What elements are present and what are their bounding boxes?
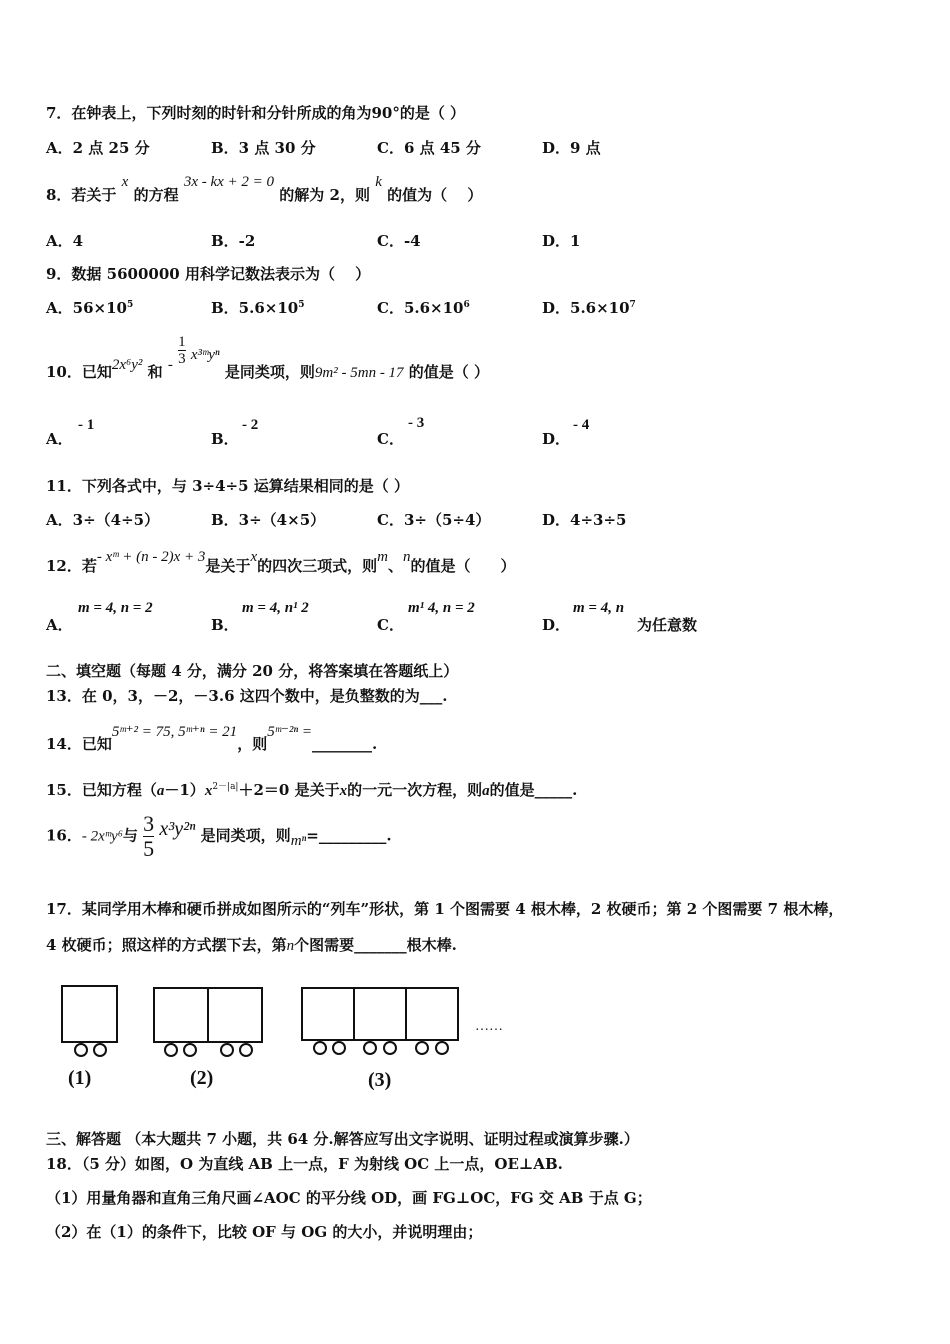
- q14-expr: 5ᵐ⁻²ⁿ =: [267, 724, 312, 740]
- q7-option-a: A．2 点 25 分: [46, 139, 150, 157]
- q9-option-a: A．$56\times 10^5$: [46, 299, 134, 317]
- q10-stem: 10．已知2x⁶y² 和 - $\frac{1}{3}$ x³ᵐyⁿ 是同类项，则9m² - 5mn - 17 的值是（ ）: [46, 334, 490, 381]
- var-x: x: [121, 174, 129, 190]
- q10-option-b-value: - 2: [242, 417, 259, 433]
- q7-stem: 7．在钟表上，下列时刻的时针和分针所成的角为90°的是（ ）: [46, 104, 466, 122]
- q15-stem: 15．已知方程$(a-1)x^{2-|a|}+2=0$ 是关于x的一元一次方程，则a的值是_____.: [46, 781, 578, 799]
- train-figure: [50, 980, 550, 1095]
- q10-option-c-value: - 3: [408, 415, 425, 431]
- q18-stem: 18．（5 分）如图，O 为直线 AB 上一点，F 为射线 OC 上一点，OE⊥AB.: [46, 1155, 563, 1173]
- q17-line1: 17．某同学用木棒和硬币拼成如图所示的“列车”形状，第 1 个图需要 4 根木棒，2 枚硬币；第 2 个图需要 7 根木棒，: [46, 900, 844, 918]
- q17-line2: 4 枚硬币；照这样的方式摆下去，第n个图需要_______根木棒.: [46, 936, 457, 954]
- q10-term1: 2x⁶y²: [111, 356, 143, 373]
- figure3-box: [406, 988, 458, 1040]
- section3-heading: 三、解答题 （本大题共 7 小题，共 64 分.解答应写出文字说明、证明过程或演算步骤.）: [46, 1130, 639, 1148]
- q8-option-a: A．4: [46, 232, 84, 250]
- coin: [333, 1042, 345, 1054]
- q12-option-d-value: m = 4, n: [573, 600, 625, 616]
- q7-option-b: B．3 点 30 分: [211, 139, 316, 157]
- q18-part1: （1）用量角器和直角三角尺画∠AOC 的平分线 OD，画 FG⊥OC，FG 交 AB 于点 G；: [46, 1189, 652, 1207]
- q16-fraction: $\frac{3}{5}$: [143, 811, 155, 861]
- q12-option-a-value: m = 4, n = 2: [78, 600, 153, 616]
- q12-option-b-value: m = 4, n¹ 2: [242, 600, 309, 616]
- coin: [94, 1044, 106, 1056]
- q10-option-a-label: A．: [46, 430, 73, 448]
- q8-option-b: B．-2: [211, 232, 256, 250]
- q10-option-d-label: D．: [542, 430, 571, 448]
- q10-option-b-label: B．: [211, 430, 239, 448]
- q12-option-c-label: C．: [377, 616, 404, 634]
- q10-term2: x³ᵐyⁿ: [190, 346, 220, 363]
- q10-option-a-value: - 1: [78, 417, 95, 433]
- coin: [364, 1042, 376, 1054]
- q16-term2: x³y²ⁿ: [159, 817, 196, 840]
- q11-option-d: D．4÷3÷5: [542, 511, 627, 529]
- coin: [240, 1044, 252, 1056]
- q9-option-c: C．$5.6\times 10^6$: [377, 299, 470, 317]
- q14-stem: 14．已知5ᵐ⁺² = 75, 5ᵐ⁺ⁿ = 21，则5ᵐ⁻²ⁿ =________.: [46, 724, 378, 753]
- q10-option-d-value: - 4: [573, 417, 590, 433]
- q18-part2: （2）在（1）的条件下，比较 OF 与 OG 的大小，并说明理由；: [46, 1223, 483, 1241]
- q12-option-d-label: D．: [542, 616, 571, 634]
- figure3-label: (3): [368, 1069, 392, 1091]
- q16-term1: - 2xᵐy⁶: [81, 828, 123, 845]
- q16-stem: 16．- 2xᵐy⁶与 $\frac{3}{5}$ x³y²ⁿ 是同类项，则mⁿ=_________.: [46, 811, 392, 861]
- figure1-label: (1): [68, 1067, 92, 1089]
- q12-option-a-label: A．: [46, 616, 73, 634]
- coin: [165, 1044, 177, 1056]
- q10-expr: 9m² - 5mn - 17: [314, 364, 404, 381]
- q7-option-c: C．6 点 45 分: [377, 139, 481, 157]
- q8-stem: 8．若关于 x 的方程 3x - kx + 2 = 0 的解为 2，则 k 的值为（ ）: [46, 174, 483, 204]
- q10-fraction: $\frac{1}{3}$: [178, 334, 186, 367]
- q14-given: 5ᵐ⁺² = 75, 5ᵐ⁺ⁿ = 21: [111, 724, 238, 740]
- coin: [384, 1042, 396, 1054]
- q12-option-c-value: m¹ 4, n = 2: [408, 600, 475, 616]
- q12-option-d-tail: 为任意数: [637, 616, 698, 634]
- figure2-label: (2): [190, 1067, 214, 1089]
- q9-stem: 9．数据 5600000 用科学记数法表示为（ ）: [46, 265, 371, 283]
- q13-stem: 13．在 0，3，－2，－3.6 这四个数中，是负整数的为___.: [46, 687, 448, 705]
- figure2-box: [154, 988, 208, 1042]
- coin: [75, 1044, 87, 1056]
- q7-option-d: D．9 点: [542, 139, 601, 157]
- coin: [314, 1042, 326, 1054]
- q12-poly: - xᵐ + (n - 2)x + 3: [96, 549, 206, 565]
- q11-option-c: C．3÷（5÷4）: [377, 511, 491, 529]
- q8-equation: 3x - kx + 2 = 0: [183, 174, 275, 190]
- q9-option-d: D．$5.6\times 10^7$: [542, 299, 636, 317]
- figure3-box: [354, 988, 406, 1040]
- q10-option-c-label: C．: [377, 430, 404, 448]
- section2-heading: 二、填空题（每题 4 分，满分 20 分，将答案填在答题纸上）: [46, 662, 459, 680]
- q9-option-b: B．$5.6\times 10^5$: [211, 299, 305, 317]
- coin: [416, 1042, 428, 1054]
- figure1-box: [62, 986, 117, 1042]
- coin: [184, 1044, 196, 1056]
- q8-option-c: C．-4: [377, 232, 421, 250]
- q8-option-d: D．1: [542, 232, 581, 250]
- figure2-box: [208, 988, 262, 1042]
- coin: [221, 1044, 233, 1056]
- var-k: k: [375, 174, 382, 190]
- q11-option-a: A．3÷（4÷5）: [46, 511, 160, 529]
- figure3-box: [302, 988, 354, 1040]
- q11-option-b: B．3÷（4×5）: [211, 511, 326, 529]
- coin: [436, 1042, 448, 1054]
- q12-option-b-label: B．: [211, 616, 239, 634]
- q11-stem: 11．下列各式中，与 3÷4÷5 运算结果相同的是（ ）: [46, 477, 409, 495]
- q12-stem: 12．若- xᵐ + (n - 2)x + 3是关于x的四次三项式，则m、n的值是（ ）: [46, 549, 516, 575]
- figure-ellipsis: ……: [475, 1019, 503, 1034]
